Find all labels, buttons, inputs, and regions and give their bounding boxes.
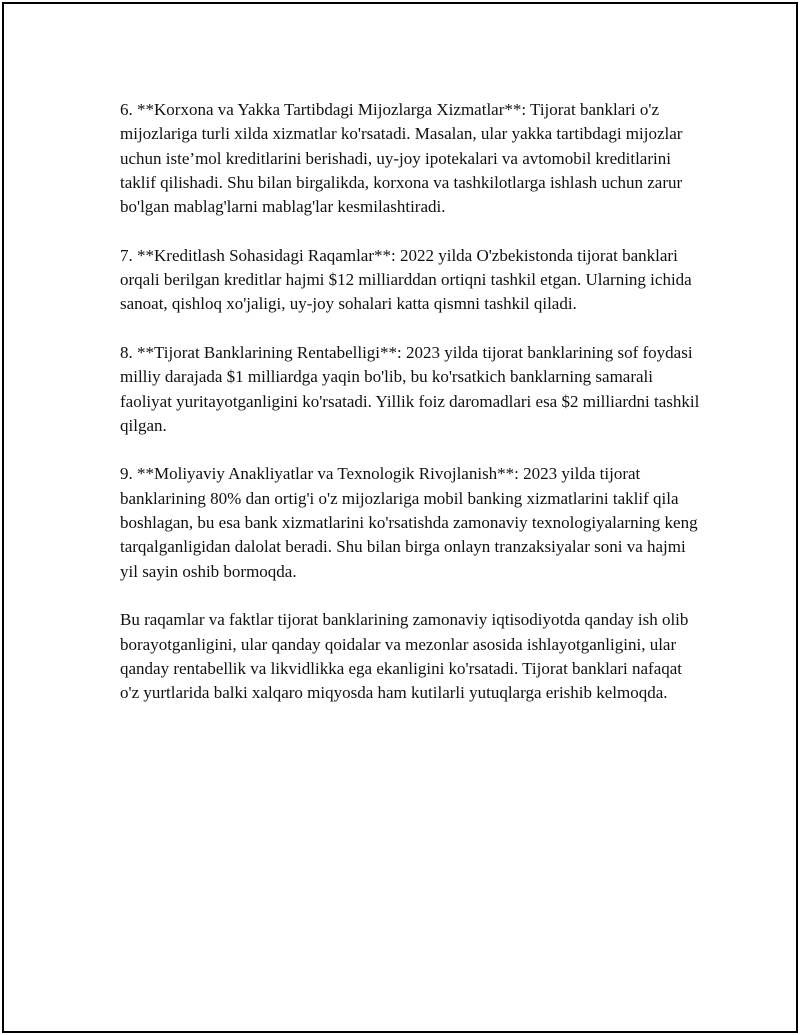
paragraph-6-customer-services: 6. **Korxona va Yakka Tartibdagi Mijozlarga Xizmatlar**: Tijorat banklari o'z mijozlariga turli xilda xizmatlar ko'rsatadi. Masalan, ular yakka tartibdagi mijozlar uchun iste’mol kreditlarini berishadi, uy-joy ipotekalari va avtomobil kreditlarini taklif qilishadi. Shu bilan birgalikda, korxona va tashkilotlarga ishlash uchun zarur bo'lgan mablag'larni mablag'lar kesmilashtiradi. <box>120 100 683 217</box>
page-border <box>2 2 798 1033</box>
paragraph-8-bank-profitability: 8. **Tijorat Banklarining Rentabelligi**: 2023 yilda tijorat banklarining sof foydasi milliy darajada $1 milliardga yaqin bo'lib, bu ko'rsatkich banklarning samarali faoliyat yuritayotganligini ko'rsatadi. Yillik foiz daromadlari esa $2 milliardni tashkil qilgan. <box>120 342 700 435</box>
paragraph-9-fintech-development: 9. **Moliyaviy Anakliyatlar va Texnologik Rivojlanish**: 2023 yilda tijorat banklarining 80% dan ortig'i o'z mijozlariga mobil banking xizmatlarini taklif qila boshlagan, bu esa bank xizmatlarini ko'rsatishda zamonaviy texnologiyalarning keng tarqalganligidan dalolat beradi. Shu bilan birga onlayn tranzaksiyalar soni va hajmi yil sayin oshib bormoqda. <box>120 464 698 581</box>
paragraph-conclusion: Bu raqamlar va faktlar tijorat banklarining zamonaviy iqtisodiyotda qanday ish olib borayotganligini, ular qanday qoidalar va mezonlar asosida ishlayotganligini, ular qanday rentabellik va likvidlikka ega ekanligini ko'rsatadi. Tijorat banklari nafaqat o'z yurtlarida balki xalqaro miqyosda ham kutilarli yutuqlarga erishib kelmoqda. <box>120 610 689 703</box>
paragraph-7-lending-figures: 7. **Kreditlash Sohasidagi Raqamlar**: 2022 yilda O'zbekistonda tijorat banklari orqali berilgan kreditlar hajmi $12 milliarddan ortiqni tashkil etgan. Ularning ichida sanoat, qishloq xo'jaligi, uy-joy sohalari katta qismni tashkil qiladi. <box>120 245 692 314</box>
document-body <box>120 98 700 730</box>
